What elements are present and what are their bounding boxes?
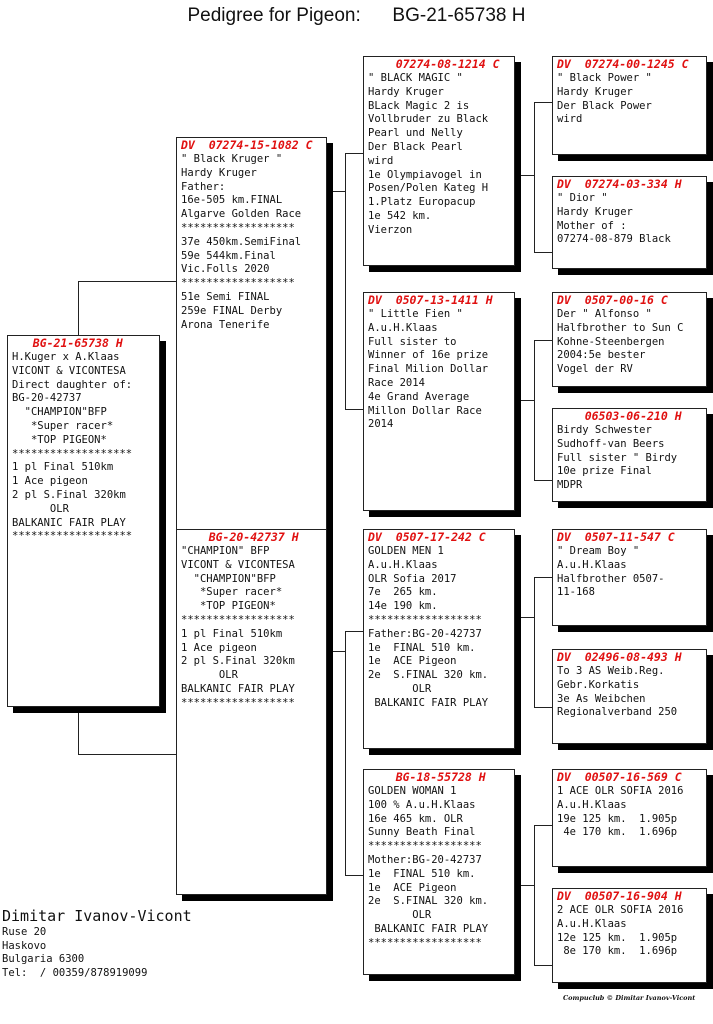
sire-dam-line: Winner of 16e prize <box>368 349 489 362</box>
connector <box>345 631 346 875</box>
dam-sire-line: Father:BG-20-42737 <box>368 627 482 640</box>
connector <box>345 153 346 409</box>
ggp-ring: DV 0507-00-16 C <box>557 293 668 307</box>
connector <box>534 707 552 708</box>
sire-line: 16e-505 km.FINAL <box>181 194 283 207</box>
sire-line: Algarve Golden Race <box>181 208 302 221</box>
ggp-line: 3e As Weibchen <box>557 692 646 705</box>
subject-line: VICONT & VICONTESA <box>12 364 126 377</box>
sire-sire-line: 1e 542 km. <box>368 209 432 222</box>
ggp-line: 2 ACE OLR SOFIA 2016 <box>557 904 684 916</box>
dam-line: "CHAMPION" BFP <box>181 545 270 557</box>
dam-sire-line: A.u.H.Klaas <box>368 558 438 571</box>
dam-dam-line: 16e 465 km. OLR <box>368 812 463 825</box>
sire-line: Vic.Folls 2020 <box>181 263 270 276</box>
ggp-card-dds <box>552 769 707 867</box>
connector <box>515 400 534 401</box>
breeder-line: Tel: / 00359/878919099 <box>2 966 148 979</box>
ggp-line: Hardy Kruger <box>557 85 633 98</box>
ggp-line: 11-168 <box>557 586 595 599</box>
ggp-ring: 06503-06-210 H <box>557 409 682 423</box>
subject-card <box>7 335 160 707</box>
dam-dam-line: 2e S.FINAL 320 km. <box>368 895 489 908</box>
ggp-line: A.u.H.Klaas <box>557 798 627 811</box>
sire-sire-line: Vollbruder zu Black <box>368 113 489 126</box>
connector <box>78 754 178 755</box>
dam-dam-line: Mother:BG-20-42737 <box>368 853 482 866</box>
breeder-info <box>2 906 192 980</box>
dam-line: "CHAMPION"BFP <box>181 572 276 585</box>
subject-line: 1 Ace pigeon <box>12 475 88 488</box>
sire-sire-ring: 07274-08-1214 C <box>368 57 500 71</box>
dam-dam-line: 100 % A.u.H.Klaas <box>368 798 476 811</box>
subject-line: *TOP PIGEON* <box>12 433 107 446</box>
subject-line: OLR <box>12 502 69 515</box>
ggp-line: A.u.H.Klaas <box>557 558 627 571</box>
connector <box>345 875 363 876</box>
sire-dam-line: 2014 <box>368 418 394 431</box>
dam-sire-line: ****************** <box>368 613 482 626</box>
dam-ring: BG-20-42737 H <box>181 530 299 544</box>
dam-sire-line: GOLDEN MEN 1 <box>368 545 444 557</box>
sire-dam-line: Final Milion Dollar <box>368 363 489 376</box>
sire-dam-line: A.u.H.Klaas <box>368 321 438 334</box>
connector <box>534 825 535 965</box>
subject-ring: BG-21-65738 H <box>12 336 123 350</box>
dam-sire-line: 1e FINAL 510 km. <box>368 641 476 654</box>
connector <box>345 153 363 154</box>
subject-lines <box>12 351 155 544</box>
dam-line: 2 pl S.Final 320km <box>181 655 295 668</box>
sire-dam-ring: DV 0507-13-1411 H <box>368 293 493 307</box>
subject-line: ******************* <box>12 530 133 543</box>
ggp-line: wird <box>557 113 583 126</box>
connector <box>534 480 552 481</box>
connector <box>534 577 535 707</box>
ggp-line: 19e 125 km. 1.905p <box>557 812 678 825</box>
page-title-ring: BG-21-65738 H <box>392 5 526 26</box>
ggp-line: A.u.H.Klaas <box>557 917 627 930</box>
dam-sire-line: 7e 265 km. <box>368 586 438 599</box>
breeder-line: Ruse 20 <box>2 926 47 938</box>
connector <box>327 191 345 192</box>
connector <box>78 707 79 754</box>
breeder-line: Haskovo <box>2 939 47 952</box>
sire-line: " Black Kruger " <box>181 153 283 165</box>
ggp-ring: DV 07274-00-1245 C <box>557 57 689 71</box>
dam-dam-line: ****************** <box>368 840 482 853</box>
sire-dam-line: Millon Dollar Race <box>368 404 482 417</box>
sire-sire-line: " BLACK MAGIC " <box>368 72 463 84</box>
sire-sire-line: wird <box>368 154 394 167</box>
dam-line: *Super racer* <box>181 586 283 599</box>
ggp-ring: DV 02496-08-493 H <box>557 650 682 664</box>
connector <box>78 281 79 335</box>
ggp-card-sds <box>552 292 707 387</box>
sire-dam-line: 4e Grand Average <box>368 390 470 403</box>
ggp-ring: DV 0507-11-547 C <box>557 530 675 544</box>
dam-line: ****************** <box>181 613 295 626</box>
dam-card <box>176 529 327 895</box>
ggp-line: 12e 125 km. 1.905p <box>557 931 678 944</box>
dam-dam-line: Sunny Beath Final <box>368 826 476 839</box>
connector <box>534 825 552 826</box>
copyright-note: Compuclub © Dimitar Ivanov-Vicont <box>563 994 696 1002</box>
dam-dam-line: 1e FINAL 510 km. <box>368 867 476 880</box>
sire-sire-line: Pearl und Nelly <box>368 127 463 140</box>
ggp-line: Regionalverband 250 <box>557 706 678 719</box>
breeder-line: Bulgaria 6300 <box>2 953 85 965</box>
sire-line: 259e FINAL Derby <box>181 304 283 317</box>
ggp-line: Halfbrother 0507- <box>557 572 665 585</box>
sire-sire-line: 1e Olympiavogel in <box>368 168 482 181</box>
ggp-line: " Black Power " <box>557 72 652 84</box>
subject-line: 2 pl S.Final 320km <box>12 488 126 501</box>
ggp-line: MDPR <box>557 479 583 492</box>
connector <box>515 885 534 886</box>
ggp-card-sss <box>552 56 707 155</box>
ggp-line: 2004:5e bester <box>557 349 646 362</box>
dam-dam-line: OLR <box>368 909 432 922</box>
ggp-line: 10e prize Final <box>557 465 652 478</box>
connector <box>78 281 178 282</box>
ggp-line: Sudhoff-van Beers <box>557 437 665 450</box>
dam-dam-card <box>363 769 515 975</box>
ggp-line: Der " Alfonso " <box>557 308 652 320</box>
ggp-line: 1 ACE OLR SOFIA 2016 <box>557 785 684 797</box>
ggp-line: " Dior " <box>557 192 608 204</box>
ggp-card-dss <box>552 529 707 626</box>
ggp-line: 4e 170 km. 1.696p <box>557 826 678 839</box>
sire-line: Arona Tenerife <box>181 318 270 331</box>
sire-line: Hardy Kruger <box>181 166 257 179</box>
ggp-ring: DV 00507-16-904 H <box>557 889 682 903</box>
subject-line: BALKANIC FAIR PLAY <box>12 516 126 529</box>
sire-dam-line: " Little Fien " <box>368 308 463 320</box>
dam-sire-line: 2e S.FINAL 320 km. <box>368 669 489 682</box>
subject-line: *Super racer* <box>12 419 114 432</box>
page-title-label: Pedigree for Pigeon: <box>187 5 361 26</box>
sire-sire-line: Hardy Kruger <box>368 85 444 98</box>
dam-line: BALKANIC FAIR PLAY <box>181 682 295 695</box>
sire-dam-line: Full sister to <box>368 335 457 348</box>
sire-line: 51e Semi FINAL <box>181 290 270 303</box>
connector <box>534 102 535 252</box>
ggp-card-ssd <box>552 176 707 269</box>
connector <box>515 617 534 618</box>
dam-sire-ring: DV 0507-17-242 C <box>368 530 486 544</box>
sire-line: 59e 544km.Final <box>181 249 276 262</box>
ggp-line: Gebr.Korkatis <box>557 678 640 691</box>
connector <box>534 252 552 253</box>
ggp-line: Der Black Power <box>557 99 652 112</box>
ggp-line: Vogel der RV <box>557 363 633 376</box>
subject-line: Direct daughter of: <box>12 378 133 391</box>
dam-line: 1 pl Final 510km <box>181 627 283 640</box>
ggp-line: Mother of : <box>557 219 627 232</box>
connector <box>534 340 535 480</box>
connector <box>345 631 363 632</box>
dam-sire-line: 1e ACE Pigeon <box>368 655 457 668</box>
sire-dam-line: Race 2014 <box>368 376 425 389</box>
dam-dam-line: GOLDEN WOMAN 1 <box>368 785 457 797</box>
subject-line: H.Kuger x A.Klaas <box>12 351 120 363</box>
page-title <box>0 5 713 27</box>
sire-line: 37e 450km.SemiFinal <box>181 235 302 248</box>
dam-line: OLR <box>181 669 238 682</box>
dam-dam-line: BALKANIC FAIR PLAY <box>368 922 489 935</box>
subject-line: "CHAMPION"BFP <box>12 406 107 419</box>
connector <box>345 409 363 410</box>
ggp-line: 8e 170 km. 1.696p <box>557 945 678 958</box>
ggp-line: " Dream Boy " <box>557 545 640 557</box>
ggp-card-dsd <box>552 649 707 744</box>
dam-sire-line: OLR <box>368 682 432 695</box>
subject-line: ******************* <box>12 447 133 460</box>
ggp-line: Halfbrother to Sun C <box>557 321 684 334</box>
dam-sire-line: OLR Sofia 2017 <box>368 572 457 585</box>
subject-line: BG-20-42737 <box>12 392 82 405</box>
sire-ring: DV 07274-15-1082 C <box>181 138 313 152</box>
ggp-line: To 3 AS Weib.Reg. <box>557 665 665 677</box>
connector <box>515 175 534 176</box>
dam-line: VICONT & VICONTESA <box>181 558 295 571</box>
sire-sire-line: Posen/Polen Kateg H <box>368 182 489 195</box>
ggp-ring: DV 00507-16-569 C <box>557 770 682 784</box>
connector <box>327 651 345 652</box>
dam-sire-line: BALKANIC FAIR PLAY <box>368 696 489 709</box>
dam-sire-card <box>363 529 515 749</box>
sire-card <box>176 137 327 544</box>
sire-dam-card <box>363 292 515 511</box>
sire-sire-line: Vierzon <box>368 223 413 236</box>
breeder-name: Dimitar Ivanov-Vicont <box>2 907 192 925</box>
dam-dam-ring: BG-18-55728 H <box>368 770 486 784</box>
subject-line: 1 pl Final 510km <box>12 461 114 474</box>
ggp-line: 07274-08-879 Black <box>557 233 671 246</box>
dam-sire-line: 14e 190 km. <box>368 600 438 613</box>
dam-dam-line: 1e ACE Pigeon <box>368 881 457 894</box>
dam-line: 1 Ace pigeon <box>181 641 257 654</box>
connector <box>534 102 552 103</box>
sire-line: ****************** <box>181 277 295 290</box>
ggp-card-ddd <box>552 888 707 983</box>
connector <box>534 965 552 966</box>
ggp-ring: DV 07274-03-334 H <box>557 177 682 191</box>
sire-sire-card <box>363 56 515 266</box>
ggp-card-sdd <box>552 408 707 502</box>
dam-dam-line: ****************** <box>368 936 482 949</box>
dam-line: ****************** <box>181 696 295 709</box>
ggp-line: Full sister " Birdy <box>557 451 678 464</box>
dam-line: *TOP PIGEON* <box>181 600 276 613</box>
sire-sire-line: Der Black Pearl <box>368 140 463 153</box>
sire-line: ****************** <box>181 221 295 234</box>
connector <box>534 577 552 578</box>
ggp-line: Hardy Kruger <box>557 205 633 218</box>
sire-line: Father: <box>181 180 226 193</box>
connector <box>534 340 552 341</box>
ggp-line: Birdy Schwester <box>557 424 652 436</box>
ggp-line: Kohne-Steenbergen <box>557 335 665 348</box>
sire-sire-line: 1.Platz Europacup <box>368 196 476 209</box>
sire-sire-line: BLack Magic 2 is <box>368 99 470 112</box>
